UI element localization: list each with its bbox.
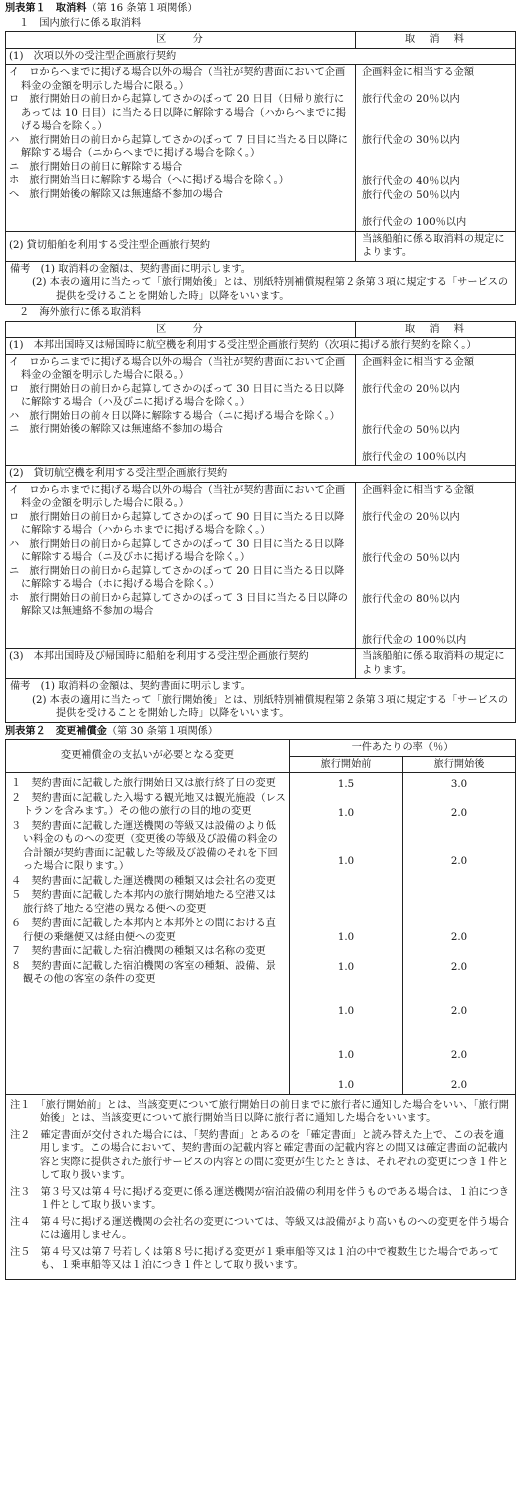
remark-line: (2) 本表の適用に当たって「旅行開始後」とは、別紙特別補償規程第２条第３項に規定する「サービスの提供を受けることを開始した時」以降をいいます。 [32, 694, 509, 719]
row-item: ハ 旅行開始日の前日から起算してさかのぼって 7 日目に当たる日以降に解除する場合（ニからへまでに掲げる場合を除く。） [9, 134, 348, 159]
change-item: ５ 契約書面に記載した本邦内の旅行開始地たる空港又は旅行終了地たる空港の異なる便への変更 [11, 890, 276, 915]
rate-before-column [290, 773, 403, 1095]
group-heading [6, 649, 356, 679]
rate-after: 2.0 [450, 808, 468, 819]
row-item: ロ 旅行開始日の前日から起算してさかのぼって 30 日目に当たる日以降に解除する場合（ハ及びニに掲げる場合を除く。） [9, 383, 345, 408]
fee-value: 企画料金に相当する金額 [362, 356, 475, 368]
row-item: ホ 旅行開始当日に解除する場合（へに掲げる場合を除く。） [9, 175, 289, 186]
row-item: イ ロからホまでに掲げる場合以外の場合（当社が契約書面において企画料金の金額を明示した場合に限る。） [9, 484, 346, 509]
row-item: ニ 旅行開始日の前日から起算してさかのぼって 20 日目に当たる日以降に解除する場合（ホに掲げる場合を除く。） [9, 565, 345, 590]
header-fee: 取 消 料 [356, 32, 516, 49]
table1-title-text: 別表第１ 取消料 [5, 2, 87, 14]
group-items [6, 65, 356, 232]
header-category: 区 分 [6, 321, 356, 338]
header-after: 旅行開始後 [403, 756, 516, 773]
note-line: 注１ 「旅行開始前」とは、当該変更について旅行開始日の前日までに旅行者に通知した場合をいい、「旅行開始後」とは、当該変更について旅行開始当日以降に旅行者に通知した場合をいいます。 [10, 1099, 509, 1124]
row-item: イ ロからへまでに掲げる場合以外の場合（当社が契約書面において企画料金の金額を明示した場合に限る。） [9, 67, 346, 92]
group-items [6, 354, 356, 466]
change-item: ８ 契約書面に記載した宿泊機関の客室の種類、設備、景観その他の客室の条件の変更 [11, 960, 276, 985]
row-item: ホ 旅行開始日の前日から起算してさかのぼって 3 日目に当たる日以降の解除又は無連絡不参加の場合 [9, 592, 348, 617]
remark-label: 備考 [10, 263, 31, 275]
fee-value: 旅行代金の 20％以内 [362, 94, 460, 105]
fee-value: 旅行代金の 100％以内 [362, 634, 467, 646]
header-category: 区 分 [6, 32, 356, 49]
fee-value: 旅行代金の 80％以内 [362, 593, 460, 605]
row-item: イ ロからニまでに掲げる場合以外の場合（当社が契約書面において企画料金の金額を明示した場合に限る。） [9, 356, 346, 381]
fee-value: 旅行代金の 100％以内 [362, 451, 467, 463]
rate-before: 1.0 [337, 856, 355, 867]
row-item: ニ 旅行開始日の前日に解除する場合 [9, 161, 183, 173]
rate-before: 1.0 [337, 1080, 355, 1091]
remark-line [10, 263, 511, 277]
header-before: 旅行開始前 [290, 756, 403, 773]
header-rate: 一件あたりの率（％） [290, 740, 516, 757]
remark-text: (1) 取消料の金額は、契約書面に明示します。 [40, 263, 251, 275]
fee-value: 当該船舶に係る取消料の規定によります。 [356, 231, 516, 261]
remarks [6, 679, 516, 723]
remarks [6, 261, 516, 305]
rate-before: 1.0 [337, 962, 355, 973]
fee-value: 旅行代金の 40％以内 [362, 176, 460, 187]
fee-value: 旅行代金の 100％以内 [362, 217, 467, 228]
rate-before: 1.5 [337, 779, 355, 790]
header-fee: 取 消 料 [356, 321, 516, 338]
rate-before: 1.0 [337, 808, 355, 819]
row-item: ハ 旅行開始日の前日から起算してさかのぼって 30 日目に当たる日以降に解除する場合（ニ及びホに掲げる場合を除く。） [9, 538, 345, 563]
rate-after: 2.0 [450, 962, 468, 973]
note-line: 注３ 第３号又は第４号に掲げる変更に係る運送機関が宿泊設備の利用を伴うものである場合は、１泊につき１件として取り扱います。 [10, 1186, 509, 1211]
remark-line [10, 680, 511, 694]
rate-after: 2.0 [450, 932, 468, 943]
rate-before: 1.0 [337, 932, 355, 943]
change-item: ６ 契約書面に記載した本邦内と本邦外との間における直行便の乗継便又は経由便への変更 [11, 918, 276, 943]
fee-value: 旅行代金の 50％以内 [362, 424, 460, 436]
fee-value: 当該船舶に係る取消料の規定によります。 [356, 649, 516, 679]
rate-after: 2.0 [450, 1050, 468, 1061]
table2-title-text: 別表第２ 変更補償金 [5, 724, 107, 737]
fee-value: 旅行代金の 30％以内 [362, 135, 460, 146]
rate-after: 2.0 [450, 1080, 468, 1091]
group-fees [356, 482, 516, 649]
row-item: ロ 旅行開始日の前日から起算してさかのぼって 90 日目に当たる日以降に解除する場合（ハからホまでに掲げる場合を除く。） [9, 511, 345, 536]
overseas-section-heading: ２ 海外旅行に係る取消料 [19, 307, 142, 318]
note-line: 注２ 確定書面が交付された場合には、「契約書面」とあるのを「確定書面」と読み替えた上で、この表を適用します。この場合において、契約書面の記載内容と確定書面の記載内容との間又は確定書面の記載内容と実際に提供された旅行サービスの内容との間に変更が生じたときは、それぞれの変更につき１件として取り扱います。 [10, 1129, 509, 1181]
domestic-cancellation-table [5, 31, 516, 305]
document-page [5, 0, 515, 1280]
row-item: ハ 旅行開始日の前々日以降に解除する場合（ニに掲げる場合を除く。） [9, 410, 340, 422]
rate-after: 2.0 [450, 856, 468, 867]
row-item: へ 旅行開始後の解除又は無連絡不参加の場合 [9, 188, 223, 200]
rate-after: 3.0 [450, 779, 468, 790]
rate-before: 1.0 [337, 1006, 355, 1017]
table1-title [5, 2, 515, 16]
group-items [6, 482, 356, 649]
table1-title-sub: （第 16 条第１項関係） [86, 3, 198, 14]
rate-before: 1.0 [337, 1050, 355, 1061]
remark-text: (1) 取消料の金額は、契約書面に明示します。 [40, 681, 251, 692]
group-heading: (1) 本邦出国時又は帰国時に航空機を利用する受注型企画旅行契約（次項に掲げる旅行契約を除く。） [6, 338, 516, 355]
remark-line: (2) 本表の適用に当たって「旅行開始後」とは、別紙特別補償規程第２条第３項に規定する「サービスの提供を受けることを開始した時」以降をいいます。 [32, 277, 509, 302]
rate-after: 2.0 [450, 1006, 468, 1017]
fee-value: 企画料金に相当する金額 [362, 484, 475, 496]
row-item: ニ 旅行開始後の解除又は無連絡不参加の場合 [9, 424, 223, 435]
change-items [6, 773, 290, 1095]
table2-title-sub: （第 30 条第１項関係） [106, 725, 219, 737]
change-compensation-table [5, 739, 516, 1280]
overseas-cancellation-table [5, 321, 516, 723]
row-item: ロ 旅行開始日の前日から起算してさかのぼって 20 日目（日帰り旅行にあっては 10 日目）に当たる日以降に解除する場合（ハからへまでに掲げる場合を除く。） [9, 94, 346, 132]
row-item: (3) 本邦出国時及び帰国時に船舶を利用する受注型企画旅行契約 [9, 651, 309, 662]
change-item: ２ 契約書面に記載した入場する観光地又は観光施設（レストランを含みます。）その他の旅行の目的地の変更 [11, 792, 286, 817]
group-heading: (1) 次項以外の受注型企画旅行契約 [6, 48, 516, 65]
fee-value: 旅行代金の 50％以内 [362, 552, 460, 564]
change-item: ３ 契約書面に記載した運送機関の等級又は設備のより低い料金のものへの変更（変更後の等級及び設備の料金の合計額が契約書面に記載した等級及び設備のそれを下回った場合に限ります。） [11, 820, 278, 872]
group-fees [356, 65, 516, 232]
group-heading: (2) 貸切航空機を利用する受注型企画旅行契約 [6, 466, 516, 483]
table2-title [5, 725, 515, 739]
fee-value: 企画料金に相当する金額 [362, 67, 475, 78]
group-heading: (2) 貸切船舶を利用する受注型企画旅行契約 [6, 231, 356, 261]
fee-value: 旅行代金の 20％以内 [362, 383, 460, 395]
note-line: 注５ 第４号又は第７号若しくは第８号に掲げる変更が１乗車船等又は１泊の中で複数生じた場合であっても、１乗車船等又は１泊につき１件として取り扱います。 [10, 1246, 499, 1271]
compensation-notes [6, 1094, 516, 1279]
fee-value: 旅行代金の 50％以内 [362, 190, 460, 201]
header-change: 変更補償金の支払いが必要となる変更 [6, 740, 290, 773]
fee-value: 旅行代金の 20％以内 [362, 511, 460, 523]
domestic-section-heading: １ 国内旅行に係る取消料 [19, 17, 142, 29]
change-item: １ 契約書面に記載した旅行開始日又は旅行終了日の変更 [11, 778, 276, 789]
rate-after-column [403, 773, 516, 1095]
note-line: 注４ 第４号に掲げる運送機関の会社名の変更については、等級又は設備がより高いものへの変更を伴う場合には適用しません。 [10, 1216, 509, 1241]
group-fees [356, 354, 516, 466]
change-item: ７ 契約書面に記載した宿泊機関の種類又は名称の変更 [11, 946, 266, 957]
change-item: ４ 契約書面に記載した運送機関の種類又は会社名の変更 [11, 875, 276, 887]
remark-label: 備考 [10, 681, 31, 692]
